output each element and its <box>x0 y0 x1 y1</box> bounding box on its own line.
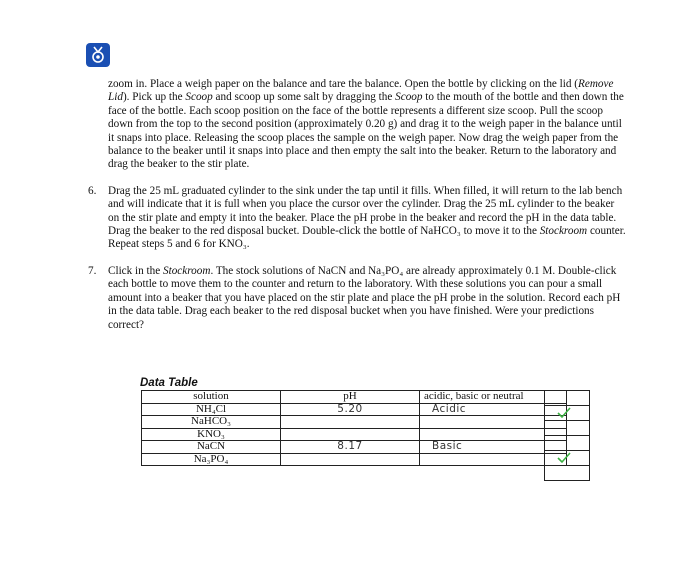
ph-cell[interactable] <box>281 416 420 429</box>
data-table <box>141 390 567 466</box>
medal-icon <box>90 46 106 64</box>
solution-cell: NaHCO₃ <box>142 416 281 429</box>
type-value: Basic <box>432 440 463 452</box>
check-header-cell <box>544 390 590 405</box>
solution-cell: NH₄Cl <box>142 403 281 416</box>
check-cell <box>544 420 590 435</box>
step-number: 7. <box>88 264 97 277</box>
step-number: 6. <box>88 184 97 197</box>
table-header-row <box>142 391 567 404</box>
table-row <box>142 403 567 416</box>
step-text: Click in the Stockroom. The stock solutions of NaCN and Na₃PO₄ are already approximately 0.1 M. Double-click each bottle to move them to the counter and return to the laboratory. With these solutions you can pour a small amount into a beaker that you have placed on the stir plate and place the pH probe in the solution. Record each pH in the data table. Drag each beaker to the red disposal bucket when you have finished. Were your predictions correct? <box>108 264 621 331</box>
table-row <box>142 441 567 454</box>
check-cell <box>544 465 590 481</box>
data-table-title: Data Table <box>140 377 198 389</box>
step-7 <box>88 265 628 332</box>
check-cell <box>544 435 590 450</box>
header-solution: solution <box>142 391 281 404</box>
ph-cell[interactable]: 5.20 <box>281 403 420 416</box>
check-cell <box>544 405 590 420</box>
table-row <box>142 428 567 441</box>
answer-check-column <box>544 390 590 481</box>
check-cell <box>544 450 590 465</box>
app-badge[interactable] <box>86 43 110 67</box>
step-6 <box>88 185 628 252</box>
header-type: acidic, basic or neutral <box>420 391 567 404</box>
document-body <box>88 78 628 332</box>
ph-cell[interactable] <box>281 428 420 441</box>
type-value: Acidic <box>432 402 467 415</box>
solution-cell: KNO₃ <box>142 428 281 441</box>
ph-cell[interactable]: 8.17 <box>281 441 420 454</box>
header-ph: pH <box>281 391 420 404</box>
intro-paragraph: zoom in. Place a weigh paper on the balance and tare the balance. Open the bottle by clicking on the lid (Remove Lid). Pick up the Scoop and scoop up some salt by dragging the Scoop to the mouth of the bottle and then down the face of the bottle. Each scoop position on the face of the bottle represents a different size scoop. Pull the scoop down from the top to the second position (approximately 0.20 g) and drag it to the weigh paper in the balance until it snaps into place. Releasing the scoop places the sample on the weigh paper. Now drag the weigh paper from the balance to the beaker until it snaps into place and then empty the salt into the beaker. Return to the laboratory and drag the beaker to the stir plate. <box>108 78 624 171</box>
solution-cell: Na₃PO₄ <box>142 453 281 466</box>
solution-cell: NaCN <box>142 441 281 454</box>
check-icon <box>557 452 571 464</box>
table-row <box>142 453 567 466</box>
table-row <box>142 416 567 429</box>
ph-cell[interactable] <box>281 453 420 466</box>
check-icon <box>557 407 571 419</box>
step-text: Drag the 25 mL graduated cylinder to the sink under the tap until it fills. When filled, it will return to the lab bench and will indicate that it is full when you place the cursor over the cylinder. Drag the 25 mL cylinder to the beaker on the stir plate and empty it into the beaker. Place the pH probe in the beaker and record the pH in the data table. Drag the beaker to the red disposal bucket. Double-click the bottle of NaHCO₃ to move it to the Stockroom counter. Repeat steps 5 and 6 for KNO₃. <box>108 184 626 251</box>
